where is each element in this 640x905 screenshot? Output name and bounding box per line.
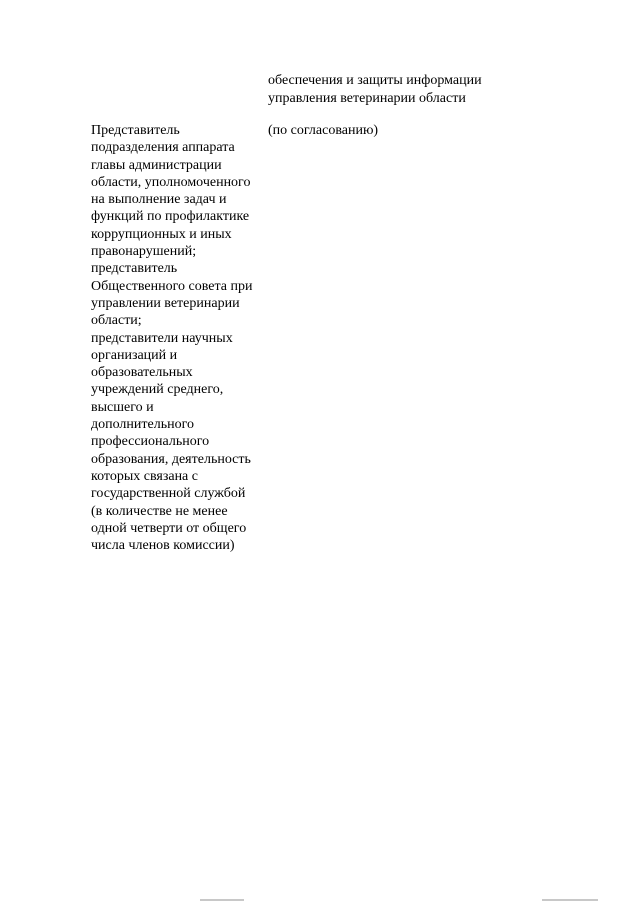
text-line: дополнительного xyxy=(91,417,194,433)
member-description xyxy=(91,122,271,554)
text-line: которых связана с xyxy=(91,468,198,484)
text-line: образовательных xyxy=(91,365,193,381)
scan-artifact xyxy=(542,899,598,901)
text-line: управлении ветеринарии xyxy=(91,295,240,311)
text-line: на выполнение задач и xyxy=(91,192,227,208)
text-line: высшего и xyxy=(91,399,154,415)
text-line: главы администрации xyxy=(91,157,222,173)
text-line: Общественного совета при xyxy=(91,278,253,294)
text-line: правонарушений; xyxy=(91,244,197,260)
text-line: представитель xyxy=(91,261,178,277)
text-line: обеспечения и защиты информации xyxy=(268,73,482,88)
text-line: управления ветеринарии области xyxy=(268,91,466,106)
text-line: функций по профилактике xyxy=(91,209,250,225)
member-note: (по согласованию) xyxy=(268,123,379,138)
text-line: области; xyxy=(91,313,142,329)
previous-entry-continuation xyxy=(268,72,608,108)
text-line: представители научных xyxy=(91,330,233,346)
scan-artifact xyxy=(200,899,244,901)
text-line: государственной службой xyxy=(91,486,246,502)
text-line: подразделения аппарата xyxy=(91,140,235,156)
text-line: (в количестве не менее xyxy=(91,503,228,519)
text-line: профессионального xyxy=(91,434,210,450)
text-line: числа членов комиссии) xyxy=(91,538,235,554)
text-line: учреждений среднего, xyxy=(91,382,224,398)
text-line: области, уполномоченного xyxy=(91,174,251,190)
text-line: Представитель xyxy=(91,123,180,138)
text-line: организаций и xyxy=(91,347,178,363)
text-line: коррупционных и иных xyxy=(91,226,232,242)
text-line: образования, деятельность xyxy=(91,451,251,467)
text-line: одной четверти от общего xyxy=(91,520,247,536)
